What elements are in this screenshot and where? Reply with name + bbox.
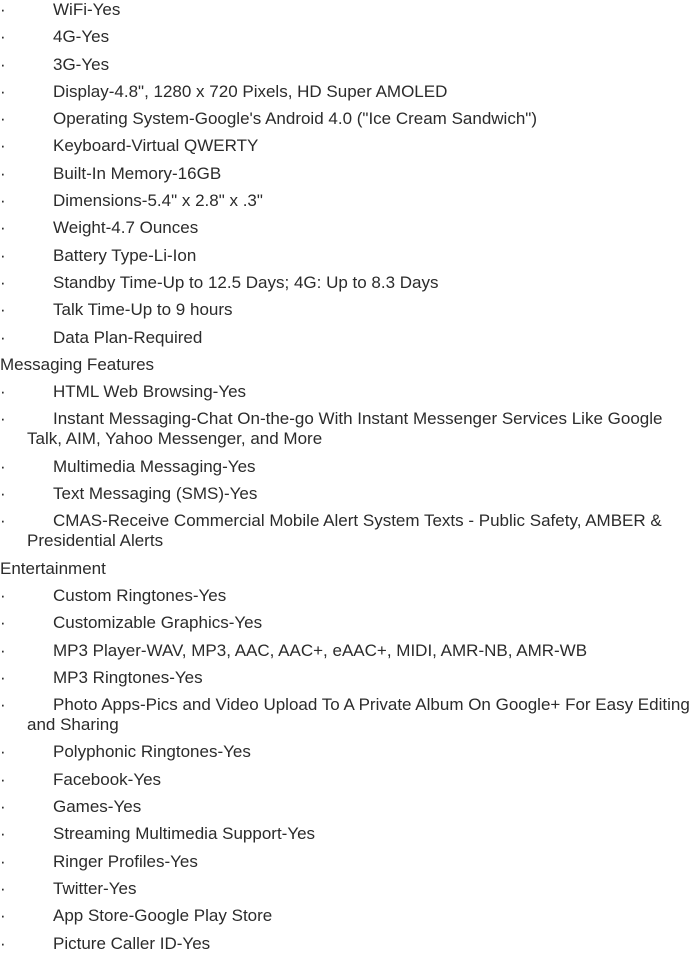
bullet-dot-icon: · — [0, 382, 6, 402]
list-item — [0, 484, 697, 504]
list-item — [0, 246, 697, 266]
list-item-text: MP3 Ringtones-Yes — [53, 667, 203, 687]
list-item — [0, 824, 697, 844]
list-item — [0, 273, 697, 293]
bullet-dot-icon: · — [0, 300, 6, 320]
list-item — [0, 55, 697, 75]
list-item — [0, 695, 697, 735]
bullet-dot-icon: · — [0, 585, 6, 605]
list-item-text: Polyphonic Ringtones-Yes — [53, 742, 251, 762]
list-item — [0, 742, 697, 762]
list-item-text: CMAS-Receive Commercial Mobile Alert System Texts - Public Safety, AMBER & Presidential Alerts — [27, 511, 662, 551]
list-item-text: Text Messaging (SMS)-Yes — [53, 484, 258, 504]
list-item-text: Ringer Profiles-Yes — [53, 851, 198, 871]
bullet-dot-icon: · — [0, 769, 6, 789]
bullet-dot-icon: · — [0, 511, 6, 531]
list-item-text: Weight-4.7 Ounces — [53, 218, 199, 238]
bullet-dot-icon: · — [0, 851, 6, 871]
bullet-dot-icon: · — [0, 191, 6, 211]
list-item-text: Data Plan-Required — [53, 327, 203, 347]
bullet-dot-icon: · — [0, 640, 6, 660]
list-item-text: Custom Ringtones-Yes — [53, 585, 227, 605]
bullet-dot-icon: · — [0, 824, 6, 844]
bullet-dot-icon: · — [0, 484, 6, 504]
bullet-dot-icon: · — [0, 109, 6, 129]
list-item-text: MP3 Player-WAV, MP3, AAC, AAC+, eAAC+, MIDI, AMR-NB, AMR-WB — [53, 640, 588, 660]
list-item-text: Talk Time-Up to 9 hours — [53, 300, 233, 320]
list-item-text: Games-Yes — [53, 797, 142, 817]
list-item-text: 3G-Yes — [53, 54, 110, 74]
bullet-dot-icon: · — [0, 327, 6, 347]
list-item-text: Streaming Multimedia Support-Yes — [53, 824, 316, 844]
section-heading — [0, 355, 697, 375]
bullet-dot-icon: · — [0, 81, 6, 101]
list-item-text: Battery Type-Li-Ion — [53, 245, 197, 265]
list-item — [0, 82, 697, 102]
bullet-dot-icon: · — [0, 456, 6, 476]
list-item-text: Photo Apps-Pics and Video Upload To A Private Album On Google+ For Easy Editing and Sharing — [27, 695, 690, 735]
bullet-dot-icon: · — [0, 272, 6, 292]
list-item-text: App Store-Google Play Store — [53, 906, 273, 926]
list-item — [0, 668, 697, 688]
bullet-dot-icon: · — [0, 906, 6, 926]
bullet-dot-icon: · — [0, 409, 6, 429]
section-heading-text: Entertainment — [0, 558, 106, 578]
list-item-text: 4G-Yes — [53, 27, 110, 47]
list-item — [0, 164, 697, 184]
bullet-dot-icon: · — [0, 27, 6, 47]
list-item — [0, 136, 697, 156]
bullet-dot-icon: · — [0, 0, 6, 19]
section-heading — [0, 559, 697, 579]
list-item-text: Operating System-Google's Android 4.0 ("Ice Cream Sandwich") — [53, 109, 537, 129]
list-item-text: Built-In Memory-16GB — [53, 163, 222, 183]
bullet-dot-icon: · — [0, 742, 6, 762]
list-item — [0, 300, 697, 320]
bullet-dot-icon: · — [0, 245, 6, 265]
list-item — [0, 328, 697, 348]
list-item — [0, 218, 697, 238]
list-item — [0, 797, 697, 817]
section-heading-text: Messaging Features — [0, 354, 155, 374]
list-item — [0, 409, 697, 449]
list-item-text: Instant Messaging-Chat On-the-go With Instant Messenger Services Like Google Talk, AIM, Yahoo Messenger, and More — [27, 409, 663, 449]
list-item — [0, 852, 697, 872]
bullet-dot-icon: · — [0, 613, 6, 633]
bullet-dot-icon: · — [0, 136, 6, 156]
bullet-dot-icon: · — [0, 54, 6, 74]
list-item — [0, 0, 697, 20]
list-item — [0, 770, 697, 790]
bullet-dot-icon: · — [0, 933, 6, 953]
list-item — [0, 586, 697, 606]
list-item — [0, 109, 697, 129]
list-item — [0, 511, 697, 551]
list-item-text: WiFi-Yes — [53, 0, 121, 19]
list-item-text: Twitter-Yes — [53, 878, 137, 898]
list-item — [0, 641, 697, 661]
list-item — [0, 457, 697, 477]
list-item-text: Picture Caller ID-Yes — [53, 933, 211, 953]
list-item-text: Standby Time-Up to 12.5 Days; 4G: Up to 8.3 Days — [53, 272, 439, 292]
bullet-dot-icon: · — [0, 667, 6, 687]
list-item-text: HTML Web Browsing-Yes — [53, 382, 247, 402]
list-item-text: Facebook-Yes — [53, 769, 162, 789]
bullet-dot-icon: · — [0, 163, 6, 183]
list-item — [0, 191, 697, 211]
list-item — [0, 879, 697, 899]
list-item — [0, 934, 697, 954]
list-item-text: Dimensions-5.4" x 2.8" x .3" — [53, 191, 263, 211]
bullet-dot-icon: · — [0, 695, 6, 715]
list-item — [0, 613, 697, 633]
list-item — [0, 382, 697, 402]
bullet-dot-icon: · — [0, 878, 6, 898]
list-item-text: Display-4.8", 1280 x 720 Pixels, HD Super AMOLED — [53, 81, 448, 101]
bullet-dot-icon: · — [0, 218, 6, 238]
list-item — [0, 906, 697, 926]
list-item-text: Multimedia Messaging-Yes — [53, 456, 256, 476]
bullet-dot-icon: · — [0, 797, 6, 817]
list-item-text: Customizable Graphics-Yes — [53, 613, 263, 633]
list-item — [0, 27, 697, 47]
list-item-text: Keyboard-Virtual QWERTY — [53, 136, 259, 156]
